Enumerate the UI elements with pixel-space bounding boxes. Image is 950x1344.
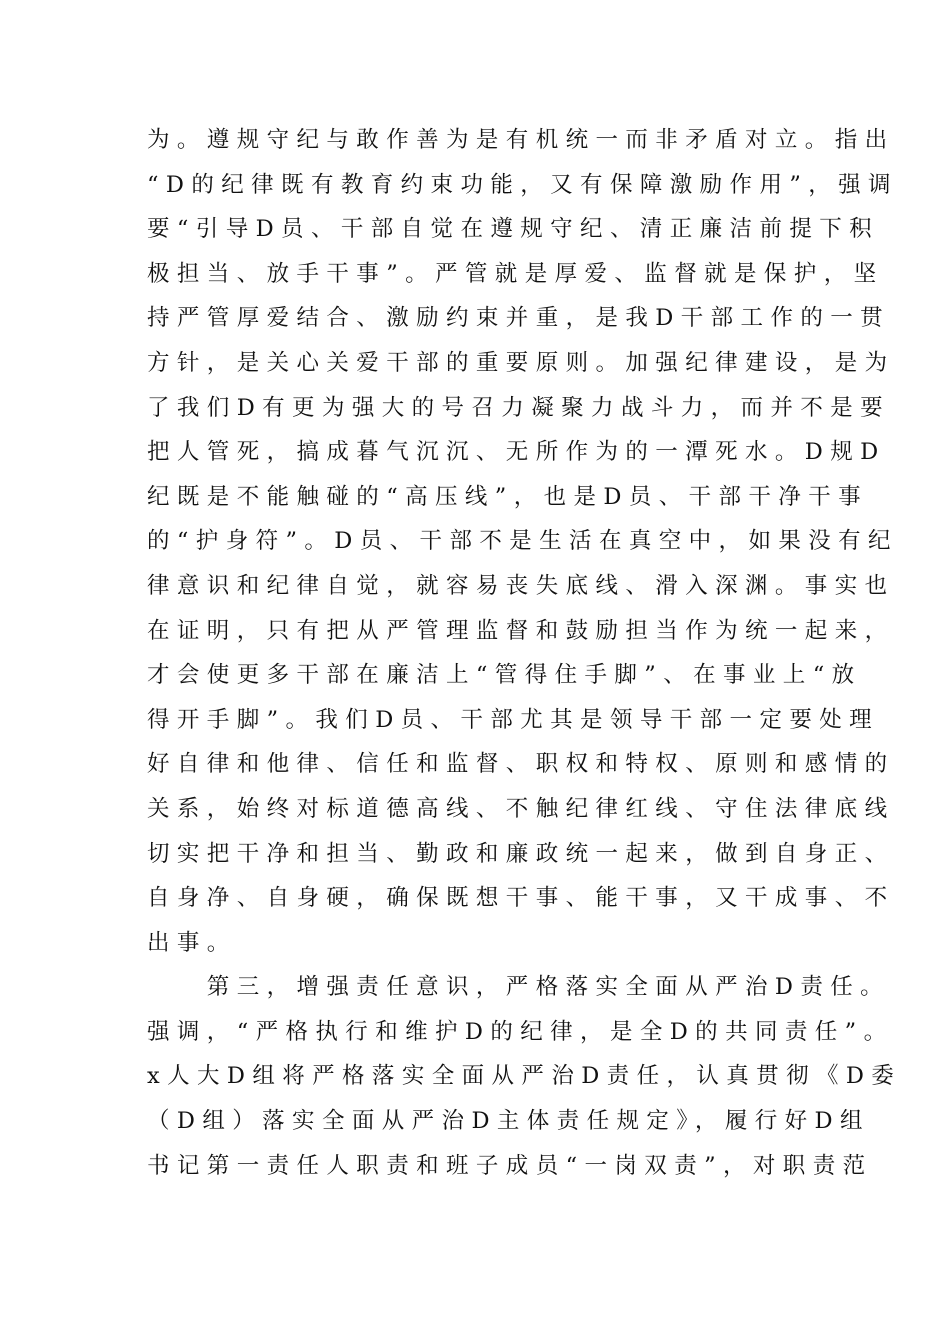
text-line: 律意识和纪律自觉，就容易丧失底线、滑入深渊。事实也 bbox=[147, 572, 895, 599]
text-line: 为。遵规守纪与敢作善为是有机统一而非矛盾对立。指出 bbox=[147, 127, 895, 153]
text-line: 好自律和他律、信任和监督、职权和特权、原则和感情的 bbox=[147, 751, 895, 778]
text-line: 自身净、自身硬，确保既想干事、能干事，又干成事、不 bbox=[147, 885, 895, 912]
text-line: “D的纪律既有教育约束功能，又有保障激励作用”，强调 bbox=[147, 171, 898, 198]
text-line: 极担当、放手干事”。严管就是厚爱、监督就是保护，坚 bbox=[147, 260, 884, 287]
text-line: （D组）落实全面从严治D主体责任规定》，履行好D组 bbox=[147, 1108, 870, 1135]
text-line: 强调，“严格执行和维护D的纪律，是全D的共同责任”。 bbox=[147, 1018, 894, 1045]
text-line: 得开手脚”。我们D员、干部尤其是领导干部一定要处理 bbox=[147, 706, 880, 733]
text-line: 在证明，只有把从严管理监督和鼓励担当作为统一起来， bbox=[147, 617, 895, 644]
text-line: 才会使更多干部在廉洁上“管得住手脚”、在事业上“放 bbox=[147, 662, 862, 689]
text-line: 书记第一责任人职责和班子成员“一岗双责”，对职责范 bbox=[147, 1152, 873, 1179]
text-line: 持严管厚爱结合、激励约束并重，是我D干部工作的一贯 bbox=[147, 305, 891, 332]
text-line: 纪既是不能触碰的“高压线”，也是D员、干部干净干事 bbox=[147, 483, 869, 510]
text-line: 把人管死，搞成暮气沉沉、无所作为的一潭死水。D规D bbox=[147, 439, 886, 466]
text-line: 方针，是关心关爱干部的重要原则。加强纪律建设，是为 bbox=[147, 349, 895, 376]
text-line: 关系，始终对标道德高线、不触纪律红线、守住法律底线 bbox=[147, 795, 895, 822]
text-line: 了我们D有更为强大的号召力凝聚力战斗力，而并不是要 bbox=[147, 394, 891, 421]
text-line: 切实把干净和担当、勤政和廉政统一起来，做到自身正、 bbox=[147, 840, 895, 867]
document-body-text bbox=[147, 118, 902, 1188]
text-line: x人大D组将严格落实全面从严治D责任，认真贯彻《D委 bbox=[147, 1063, 902, 1090]
text-line: 要“引导D员、干部自觉在遵规守纪、清正廉洁前提下积 bbox=[147, 216, 880, 243]
paragraph-start-line: 第三，增强责任意识，严格落实全面从严治D责任。 bbox=[147, 974, 891, 1001]
text-line: 出事。 bbox=[147, 929, 237, 956]
text-line: 的“护身符”。D员、干部不是生活在真空中，如果没有纪 bbox=[147, 528, 898, 555]
